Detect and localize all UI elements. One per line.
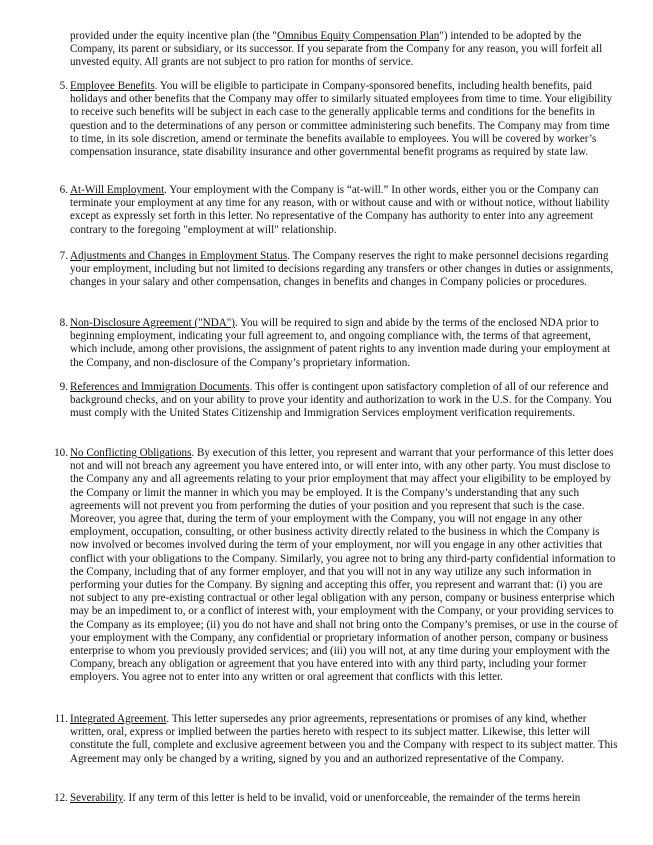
section-heading: Non-Disclosure Agreement ("NDA") — [70, 317, 235, 329]
section-text: . You will be required to sign and abide by the terms of the enclosed NDA prior to beginning employment, indicating your full agreement to, and ongoing compliance with, the terms of that agreement, which include, among other provisions, the assignment of patent rights to any invention made during your employment at the Company, and non-disclosure of the Company’s proprietary information. — [70, 317, 611, 369]
section-heading: At-Will Employment — [70, 184, 165, 196]
section-number: 6. — [59, 184, 68, 196]
section-number: 12. — [54, 792, 68, 804]
section-at-will-employment — [50, 184, 620, 237]
section-severability — [50, 792, 620, 805]
section-number: 11. — [54, 713, 68, 725]
intro-text-before: provided under the equity incentive plan (the " — [70, 30, 277, 42]
section-text: . If any term of this letter is held to be invalid, void or unenforceable, the remainder of the terms herein — [122, 792, 581, 804]
section-employee-benefits — [50, 80, 620, 159]
plan-name: Omnibus Equity Compensation Plan — [276, 30, 440, 42]
section-nda — [50, 317, 620, 370]
section-number: 10. — [54, 447, 68, 459]
section-integrated-agreement — [50, 713, 620, 766]
section-text: . The Company reserves the right to make personnel decisions regarding your employment, including but not limited to decisions regarding any transfers or other changes in duties or assignments, changes in your salary and other compensation, changes in benefits and changes in Company policies or procedures. — [70, 250, 614, 289]
section-text: . You will be eligible to participate in Company-sponsored benefits, including health benefits, paid holidays and other benefits that the Company may offer to similarly situated employees from time to time. Your eligibility to receive such benefits will be subject in each case to the generally applicable terms and conditions for the benefits in question and to the determinations of any person or committee administering such benefits. The Company may from time to time, in its sole discretion, amend or terminate the benefits available to employees. You will be covered by worker’s compensation insurance, state disability insurance and other governmental benefit programs as required by state law. — [70, 80, 613, 159]
section-adjustments — [50, 250, 620, 290]
section-heading: No Conflicting Obligations — [70, 447, 192, 459]
section-number: 8. — [59, 317, 68, 329]
section-heading: Integrated Agreement — [70, 713, 167, 725]
section-heading: Severability — [70, 792, 123, 804]
section-heading: References and Immigration Documents — [70, 381, 250, 393]
section-text: . By execution of this letter, you represent and warrant that your performance of this letter does not and will not breach any agreement you have entered into, or will enter into, with any other party. You must disclose to the Company any and all agreements relating to your prior employment that may affect your eligibility to be employed by the Company or limit the manner in which you may be employed. It is the Company’s understanding that any such agreements will not prevent you from performing the duties of your position and you represent that such is the case. Moreover, you agree that, during the term of your employment with the Company, you will not engage in any other employment, occupation, consulting, or other business activity directly related to the business in which the Company is now involved or becomes involved during the term of your employment, nor will you engage in any other activities that conflict with your obligations to the Company. Similarly, you agree not to bring any third-party confidential information to the Company, including that of any former employer, and that you will not in any way utilize any such information in performing your duties for the Company. By signing and accepting this offer, you represent and warrant that: (i) you are not subject to any pre-existing contractual or other legal obligation with any person, company or business enterprise which may be an impediment to, or a conflict of interest with, your employment with the Company, or your providing services to the Company as its employee; (ii) you do not have and shall not bring onto the Company’s premises, or use in the course of your employment with the Company, any confidential or proprietary information of another person, company or business enterprise to whom you previously provided services; and (iii) you will not, at any time during your employment with the Company, breach any obligation or agreement that you have entered into with any third party, including your former employers. You agree not to enter into any written or oral agreement that conflicts with this letter. — [70, 447, 618, 684]
section-number: 7. — [59, 250, 68, 262]
section-text: . Your employment with the Company is “at-will.” In other words, either you or the Company can terminate your employment at any time for any reason, with or without cause and with or without notice, without liability except as expressly set forth in this letter. No representative of the Company has authority to enter into any agreement contrary to the foregoing "employment at will" relationship. — [70, 184, 610, 236]
section-heading: Adjustments and Changes in Employment Status — [70, 250, 288, 262]
section-text: . This offer is contingent upon satisfactory completion of all of our reference and background checks, and on your ability to prove your identity and authorization to work in the U.S. for the Company. You must comply with the United States Citizenship and Immigration Services employment verification requirements. — [70, 381, 612, 420]
section-no-conflicting-obligations — [50, 447, 620, 685]
section-number: 9. — [59, 381, 68, 393]
section-number: 5. — [59, 80, 68, 92]
intro-text-after: ") intended to be adopted by the Company, its parent or subsidiary, or its successor. If you separate from the Company for any reason, you will forfeit all unvested equity. All grants are not subject to pro ration for months of service. — [70, 30, 603, 69]
intro-paragraph — [70, 30, 618, 70]
section-heading: Employee Benefits — [70, 80, 155, 92]
section-text: . This letter supersedes any prior agreements, representations or promises of any kind, whether written, oral, express or implied between the parties hereto with respect to its subject matter. Likewise, this letter will constitute the full, complete and exclusive agreement between you and the Company with respect to its subject matter. This Agreement may only be changed by a writing, signed by you and an authorized representative of the Company. — [70, 713, 618, 765]
section-references-immigration — [50, 381, 620, 421]
